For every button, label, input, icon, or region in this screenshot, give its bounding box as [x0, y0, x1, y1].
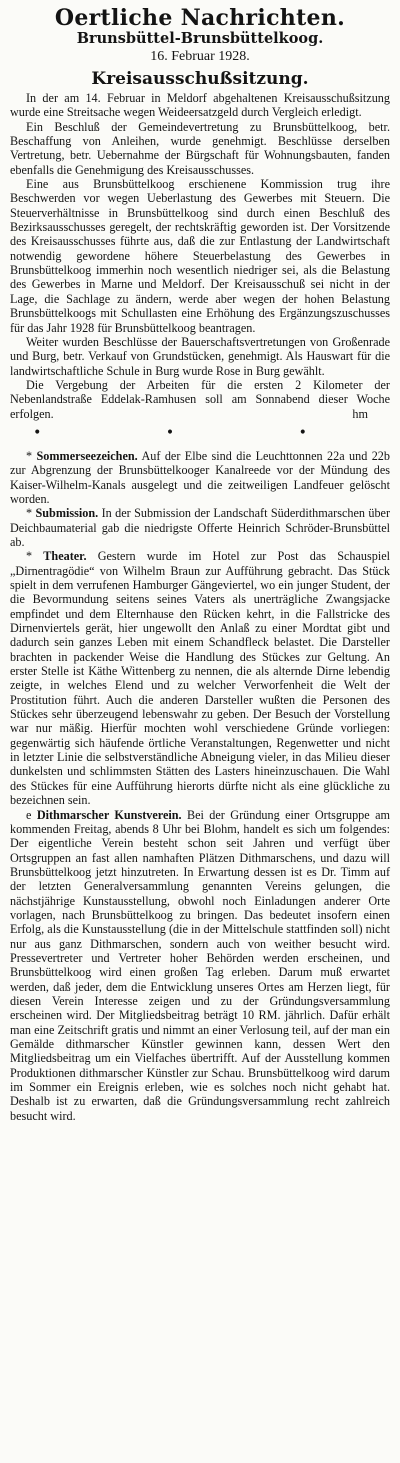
article-paragraph: Die Vergebung der Arbeiten für die ersten 2 Kilometer der Nebenlandstraße Eddelak-Ramhusen soll am Sonnabend dieser Woche erfolgen. [10, 377, 390, 421]
item-text: In der Submission der Landschaft Süderdithmarschen über Deichbaumaterial gab die niedrigste Offerte Heinrich Schröder-Brunsbüttel ab. [10, 506, 391, 549]
item-text: Bei der Gründung einer Ortsgruppe am kommenden Freitag, abends 8 Uhr bei Blohm, handelt es sich um folgendes: Der eigentliche Verein besteht schon seit Jahren und verfügt über Ortsgruppen an fast allen namhaften Plätzen Dithmarschens, und dazu will Brunsbüttelkoog jetzt hinzutreten. In Erwartung dessen ist es Dr. Timm auf der letzten Generalversammlung genannten Vereins gelungen, die nächstjährige Kunstausstellung, obwohl noch Einladungen anderer Orte vorlagen, nach Brunsbüttelkoog zu bringen. Das bedeutet insofern einen Erfolg, als die Kunstausstellung (die in der Mittelschule stattfinden soll) nicht nur aus ganz Dithmarschen, sondern auch von weither besucht wird. Pressevertreter und Vertreter hoher Behörden werden erscheinen, und Brunsbüttelkoog wird einen großen Tag erleben. Darum muß erwartet werden, daß jeder, dem die Entwicklung unseres Ortes am Herzen liegt, für diesen Verein Interesse zeigen und zu der Gründungsversammlung erscheinen wird. Der Mitgliedsbeitrag beträgt 10 RM. jährlich. Dafür erhält man eine Zeitschrift gratis und nimmt an einer Verlosung teil, auf der man ein Gemälde dithmarscher Künstler gewinnen kann, dessen Wert den Mitgliedsbeitrag um ein Vielfaches übertrifft. Auf der Ausstellung kommen Produktionen dithmarscher Künstler zur Schau. Brunsbüttelkoog wird darum im Sommer ein Ereignis erleben, wie es solches noch nicht gehabt hat. Deshalb ist zu erwarten, daß die Gründungsversammlung recht zahlreich besucht wird. [10, 807, 390, 1123]
news-item [10, 808, 390, 1124]
item-headline: Dithmarscher Kunstverein. [36, 807, 182, 822]
article-paragraph: Weiter wurden Beschlüsse der Bauerschaftsvertretungen von Großenrade und Burg, betr. Verkauf von Grundstücken, genehmigt. Als Hauswart für die landwirtschaftliche Schule in Burg wurde Rose in Burg gewählt. [10, 334, 390, 378]
article-paragraph: Eine aus Brunsbüttelkoog erschienene Kommission trug ihre Beschwerden vor wegen Ueberlastung des Gewerbes mit Steuern. Die Steuerverhältnisse in Brunsbüttelkoog sind durch einen Beschluß des Bezirksausschusses geregelt, der rechtskräftig geworden ist. Der Vorsitzende des Kreisausschusses führte aus, daß die zur Entlastung der Landwirtschaft notwendig gewordene höhere Steuerbelastung des Gewerbes in Brunsbüttelkoog immerhin noch wesentlich niedriger sei, als die Belastung des Gewerbes in Marne und Meldorf. Der Kreisausschuß sei nicht in der Lage, die Sachlage zu ändern, werde aber wegen der hohen Belastung Brunsbüttelkoogs mit Schullasten eine Erhöhung des Ergänzungszuschusses für das Jahr 1928 für Brunsbüttelkoog beantragen. [10, 177, 390, 335]
item-prefix: * [26, 506, 36, 521]
item-headline: Submission. [35, 506, 99, 521]
item-prefix: * [26, 549, 44, 564]
article-paragraph: Ein Beschluß der Gemeindevertretung zu Brunsbüttelkoog, betr. Beschaffung von Anleihen, wurde genehmigt. Beschlüsse derselben Vertretung, betr. Uebernahme der Bürgschaft für Wohnungsbauten, fanden ebenfalls die Genehmigung des Kreisausschusses. [10, 119, 390, 177]
item-text: Auf der Elbe sind die Leuchttonnen 22a und 22b zur Abgrenzung der Brunsbüttelkooger Kanalreede vor der Mündung des Kaiser-Wilhelm-Kanals ausgelegt und die zeitweiligen Landfeuer gelöscht worden. [10, 448, 390, 506]
dateline: 16. Februar 1928. [150, 49, 250, 64]
item-prefix: * [26, 448, 37, 463]
subhead: Brunsbüttel-Brunsbüttelkoog. [76, 30, 324, 47]
item-headline: Sommerseezeichen. [36, 448, 138, 463]
author-signature: hm [352, 406, 368, 421]
news-item [10, 449, 390, 506]
masthead: Oertliche Nachrichten. [54, 5, 346, 31]
news-item [10, 549, 390, 807]
closing-line [10, 378, 390, 421]
item-text: Gestern wurde im Hotel zur Post das Schauspiel „Dirnentragödie“ von Wilhelm Braun zur Aufführung gebracht. Das Stück spielt in dem verrufenen Hamburger Gängeviertel, wo ein junger Student, der die Bevormundung seitens seines Vaters als unerträgliche Zwangsjacke empfindet und dem Elternhause den Rücken kehrt, in die Fallstricke des Dirnenviertels gerät, hier ungewollt den Anlaß zu einer Mordtat gibt und dadurch sein ganzes Leben mit einem Schandfleck belastet. Die Darsteller brachten in packender Weise die Handlung des Stückes zur Geltung. An erster Stelle ist Käthe Wittenberg zu nennen, die als alternde Dirne lebendig zeigte, in welches Elend und zu welcher Verworfenheit die Welt der Prostitution führt. Auch die anderen Darsteller wußten die Personen des Stückes sehr überzeugend lebenswahr zu geben. Der Besuch der Vorstellung war nur mäßig. Hierfür mochten wohl verschiedene Gründe vorliegen: gegenwärtig sich häufende örtliche Veranstaltungen, Regenwetter und nicht in letzter Linie die selbstverständliche Abneigung vieler, in das Milieu dieser dunkelsten und schlimmsten Stätten des Lasters hineinzuschauen. Die Wahl des Stückes für eine Aufführung hierorts dürfte nicht als eine glückliche zu bezeichnen sein. [10, 549, 390, 808]
article-paragraph: In der am 14. Februar in Meldorf abgehaltenen Kreisausschußsitzung wurde eine Streitsache wegen Weideersatzgeld durch Vergleich erledigt. [10, 91, 390, 120]
news-item [10, 506, 390, 549]
item-prefix: e [26, 807, 37, 822]
item-headline: Theater. [43, 549, 87, 564]
section-divider: • • • [33, 424, 367, 441]
section-title: Kreisausschußsitzung. [91, 69, 309, 89]
